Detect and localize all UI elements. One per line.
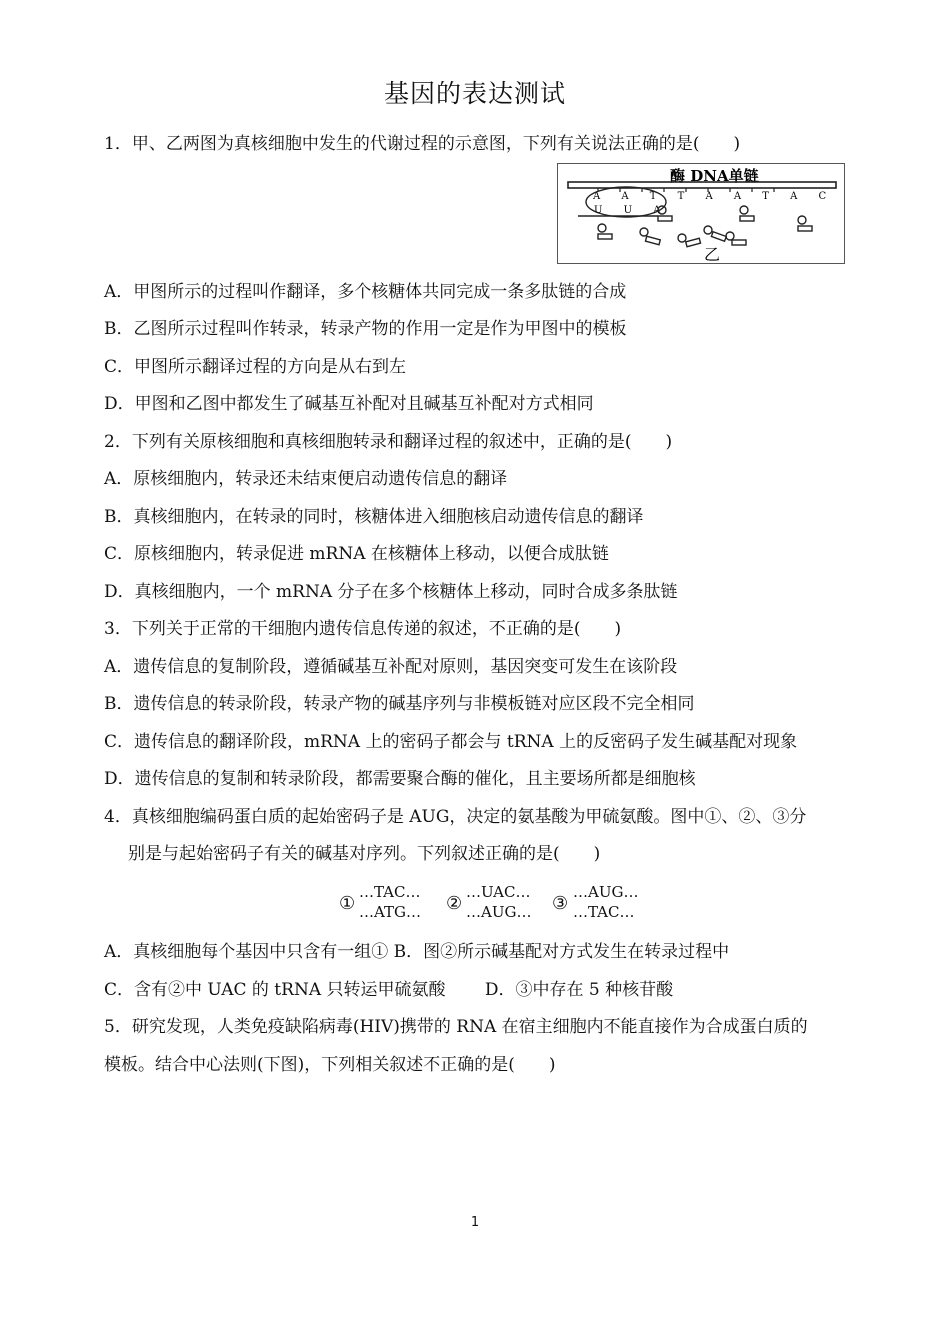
question-1-stem: 1．甲、乙两图为真核细胞中发生的代谢过程的示意图，下列有关说法正确的是( ) (104, 134, 741, 154)
question-2-option-b: B．真核细胞内，在转录的同时，核糖体进入细胞核启动遗传信息的翻译 (104, 507, 644, 527)
question-3-option-b: B．遗传信息的转录阶段，转录产物的碱基序列与非模板链对应区段不完全相同 (104, 694, 695, 714)
figure-caption-yi: 乙 (704, 245, 721, 263)
question-5-stem-line-1: 5．研究发现，人类免疫缺陷病毒(HIV)携带的 RNA 在宿主细胞内不能直接作为合成蛋白质的 (104, 1017, 808, 1037)
figure-header-label: 酶 DNA单链 (670, 167, 759, 185)
sequence-number: ① (339, 893, 356, 914)
rna-bases-label: U U A (594, 205, 670, 216)
question-1-option-d: D．甲图和乙图中都发生了碱基互补配对且碱基互补配对方式相同 (104, 394, 594, 414)
sequence-bottom-strand: …TAC… (573, 903, 635, 921)
question-1-option-b: B．乙图所示过程叫作转录，转录产物的作用一定是作为甲图中的模板 (104, 319, 627, 339)
sequence-number: ③ (552, 893, 569, 914)
page-title: 基因的表达测试 (383, 79, 566, 108)
template-bases-label: A A T T A A T A C (593, 191, 836, 202)
question-3-stem: 3．下列关于正常的干细胞内遗传信息传递的叙述，不正确的是( ) (104, 619, 622, 639)
question-1-option-a: A．甲图所示的过程叫作翻译，多个核糖体共同完成一条多肽链的合成 (104, 282, 627, 302)
question-5-stem-line-2: 模板。结合中心法则(下图)，下列相关叙述不正确的是( ) (104, 1055, 556, 1075)
question-3-option-a: A．遗传信息的复制阶段，遵循碱基互补配对原则，基因突变可发生在该阶段 (104, 657, 678, 677)
question-2-option-c: C．原核细胞内，转录促进 mRNA 在核糖体上移动，以便合成肽链 (104, 544, 609, 564)
sequence-top-strand: …TAC… (359, 883, 421, 901)
question-2-stem: 2．下列有关原核细胞和真核细胞转录和翻译过程的叙述中，正确的是( ) (104, 432, 673, 452)
question-4-options-line-2: C．含有②中 UAC 的 tRNA 只转运甲硫氨酸 D．③中存在 5 种核苷酸 (104, 980, 674, 1000)
question-3-option-c: C．遗传信息的翻译阶段，mRNA 上的密码子都会与 tRNA 上的反密码子发生碱基配对现象 (104, 732, 798, 752)
sequence-top-strand: …UAC… (466, 883, 531, 901)
question-1-option-c: C．甲图所示翻译过程的方向是从右到左 (104, 357, 407, 377)
sequence-bottom-strand: …AUG… (466, 903, 532, 921)
sequence-top-strand: …AUG… (573, 883, 639, 901)
sequence-number: ② (446, 893, 463, 914)
question-3-option-d: D．遗传信息的复制和转录阶段，都需要聚合酶的催化，且主要场所都是细胞核 (104, 769, 696, 789)
question-2-option-a: A．原核细胞内，转录还未结束便启动遗传信息的翻译 (104, 469, 508, 489)
figure-yi-transcription-diagram (557, 163, 845, 264)
question-2-option-d: D．真核细胞内，一个 mRNA 分子在多个核糖体上移动，同时合成多条肽链 (104, 582, 678, 602)
question-4-stem-line-1: 4．真核细胞编码蛋白质的起始密码子是 AUG，决定的氨基酸为甲硫氨酸。图中①、②、③分 (104, 807, 807, 827)
sequence-bottom-strand: …ATG… (359, 903, 421, 921)
question-4-stem-line-2: 别是与起始密码子有关的碱基对序列。下列叙述正确的是( ) (128, 844, 601, 864)
page-number: 1 (470, 1215, 480, 1230)
question-4-options-line-1: A．真核细胞每个基因中只含有一组① B．图②所示碱基配对方式发生在转录过程中 (104, 942, 730, 962)
transcription-diagram-svg (558, 164, 844, 263)
